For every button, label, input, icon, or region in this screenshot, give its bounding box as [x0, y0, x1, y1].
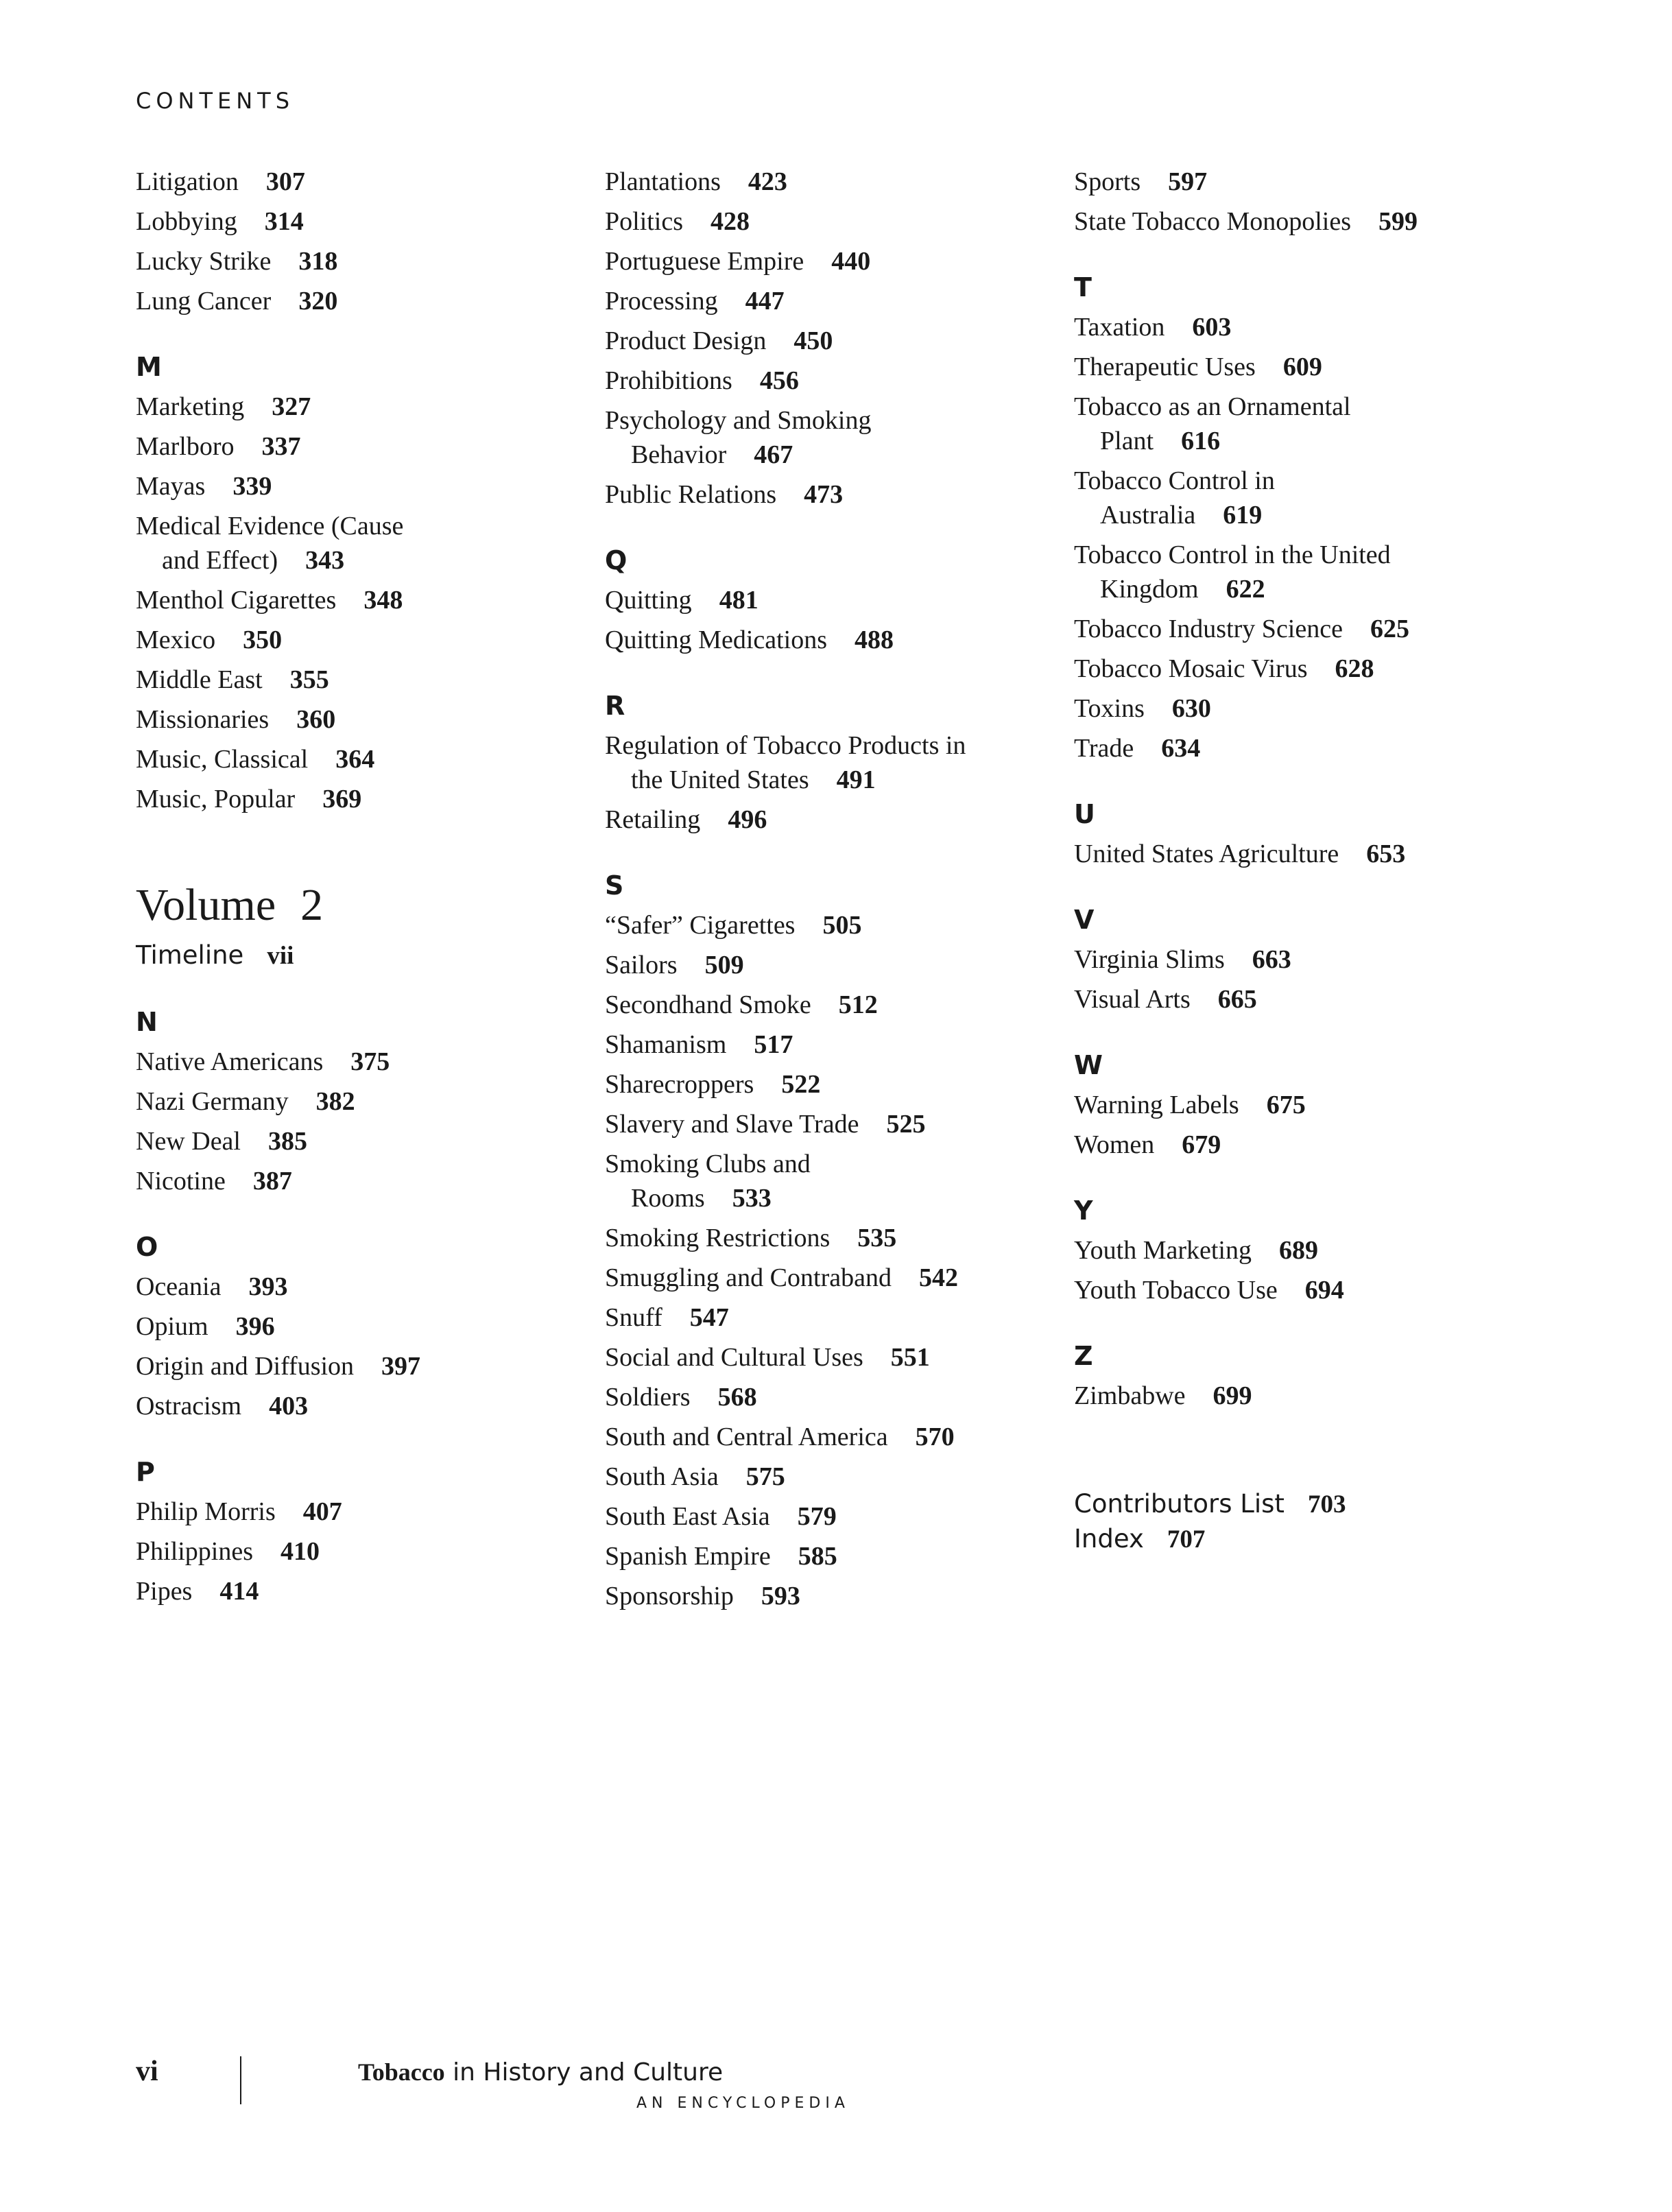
contents-entry — [136, 663, 575, 697]
entry-title: Nicotine — [136, 1167, 226, 1196]
volume-number: 2 — [300, 880, 324, 930]
entries-q — [605, 583, 1044, 657]
contents-entry — [136, 429, 575, 464]
entry-title: Philip Morris — [136, 1497, 276, 1526]
contents-entry — [1074, 612, 1513, 646]
contents-entry — [605, 165, 1044, 199]
entry-title: Index — [1074, 1524, 1144, 1554]
entry-title-line-2: Australia — [1100, 501, 1196, 530]
entry-title: Marlboro — [136, 432, 235, 461]
entry-page-number: 327 — [272, 392, 311, 421]
contents-entry — [1074, 1233, 1513, 1268]
entry-page-number: 619 — [1223, 501, 1263, 530]
entry-title: State Tobacco Monopolies — [1074, 207, 1352, 236]
entry-page-number: 314 — [264, 207, 304, 236]
entry-page-number: 512 — [838, 990, 878, 1019]
contents-entry — [605, 1221, 1044, 1255]
contents-entry — [605, 908, 1044, 942]
entry-title: Retailing — [605, 805, 701, 834]
contents-entry — [1074, 942, 1513, 977]
entry-page-number: 679 — [1182, 1130, 1221, 1159]
contents-entry — [605, 1067, 1044, 1102]
entry-page-number: 694 — [1304, 1276, 1344, 1305]
entry-title-continued — [605, 438, 1044, 472]
entry-page-number: 707 — [1167, 1525, 1206, 1554]
section-letter-m: M — [136, 352, 162, 382]
section-letter-v: V — [1074, 905, 1095, 935]
section-letter-w: W — [1074, 1050, 1103, 1080]
contents-entry — [605, 284, 1044, 318]
entry-title-line-2: Plant — [1100, 427, 1154, 455]
entry-page-number: 533 — [732, 1184, 772, 1213]
entry-title: United States Agriculture — [1074, 840, 1339, 868]
entry-title: Music, Classical — [136, 745, 309, 774]
entry-title: Social and Cultural Uses — [605, 1343, 863, 1372]
section-letter-t: T — [1074, 272, 1092, 302]
entry-title: Pipes — [136, 1577, 193, 1606]
entry-page-number: 496 — [728, 805, 767, 834]
contents-entry — [136, 583, 575, 617]
volume-heading — [136, 878, 575, 933]
entry-page-number: 547 — [689, 1303, 729, 1332]
entry-page-number: 467 — [754, 440, 793, 469]
entry-title-continued — [1074, 424, 1513, 458]
contents-entry — [136, 623, 575, 657]
entry-title: Origin and Diffusion — [136, 1352, 355, 1381]
contents-entry — [605, 728, 1044, 797]
contents-entry — [136, 165, 575, 199]
entry-title-line-2: Rooms — [631, 1184, 705, 1213]
entry-title: Marketing — [136, 392, 245, 421]
entry-title: Tobacco Control in the United — [1074, 540, 1391, 569]
contents-entry — [605, 623, 1044, 657]
entry-title: Spanish Empire — [605, 1542, 771, 1571]
entry-page-number: 403 — [269, 1392, 309, 1420]
entry-page-number: 585 — [798, 1542, 837, 1571]
entry-page-number: 593 — [761, 1582, 800, 1610]
section-letter-q: Q — [605, 545, 628, 575]
entry-title: Regulation of Tobacco Products in — [605, 731, 966, 760]
entry-title: Lucky Strike — [136, 247, 272, 276]
entry-title-continued — [1074, 498, 1513, 532]
entry-page-number: 343 — [305, 546, 345, 575]
contents-entry — [605, 1261, 1044, 1295]
contents-entry — [605, 802, 1044, 837]
entry-title: Lung Cancer — [136, 287, 272, 316]
contents-entry — [136, 1309, 575, 1344]
contents-entry — [136, 1389, 575, 1423]
contents-entry — [605, 244, 1044, 278]
entry-page-number: 360 — [296, 705, 336, 734]
entry-page-number: 375 — [350, 1047, 390, 1076]
entries-v — [1074, 942, 1513, 1016]
entry-page-number: 450 — [793, 326, 833, 355]
entry-page-number: 699 — [1213, 1381, 1252, 1410]
section-letter-p: P — [136, 1457, 155, 1487]
contents-entry — [1074, 731, 1513, 765]
contents-entry — [1074, 390, 1513, 458]
contents-entry — [1074, 1088, 1513, 1122]
entry-page-number: 630 — [1171, 694, 1211, 723]
entry-title: Slavery and Slave Trade — [605, 1110, 859, 1139]
entry-title: Mayas — [136, 472, 206, 501]
entries-s-cont — [1074, 165, 1513, 239]
entry-title-line-2: and Effect) — [162, 546, 278, 575]
entry-page-number: 364 — [335, 745, 375, 774]
entry-page-number: 307 — [265, 167, 305, 196]
entry-page-number: 579 — [797, 1502, 837, 1531]
entry-page-number: 385 — [267, 1127, 307, 1156]
entry-page-number: 535 — [857, 1224, 897, 1252]
contents-entry — [1074, 165, 1513, 199]
contents-entry — [136, 1084, 575, 1119]
entry-title: Psychology and Smoking — [605, 406, 872, 435]
entry-title-continued — [136, 543, 575, 578]
entry-title: Portuguese Empire — [605, 247, 804, 276]
entry-title: Sailors — [605, 951, 678, 979]
entry-title: Secondhand Smoke — [605, 990, 811, 1019]
entries-w — [1074, 1088, 1513, 1162]
entries-m — [136, 390, 575, 816]
entry-title: Mexico — [136, 626, 216, 654]
timeline-entry — [136, 938, 575, 973]
entry-title: Tobacco as an Ornamental — [1074, 392, 1351, 421]
contents-entry — [1074, 1273, 1513, 1307]
entry-title: Trade — [1074, 734, 1134, 763]
contents-entry — [136, 1349, 575, 1383]
contents-entry — [136, 1045, 575, 1079]
contents-entry — [136, 1164, 575, 1198]
contents-entry — [136, 390, 575, 424]
contents-entry — [605, 1027, 1044, 1062]
contents-column-3 — [1074, 165, 1513, 1557]
entry-page-number: 369 — [322, 785, 362, 813]
entry-title: Opium — [136, 1312, 208, 1341]
entry-title: Shamanism — [605, 1030, 727, 1059]
entry-page-number: 414 — [219, 1577, 259, 1606]
contents-entry — [1074, 652, 1513, 686]
entries-t — [1074, 310, 1513, 765]
entry-page-number: 447 — [745, 287, 785, 316]
entry-title: Warning Labels — [1074, 1091, 1239, 1119]
entry-title: Medical Evidence (Cause — [136, 512, 404, 540]
entry-page-number: 473 — [804, 480, 844, 509]
entry-title: Toxins — [1074, 694, 1145, 723]
contents-entry — [605, 948, 1044, 982]
contents-entry — [1074, 538, 1513, 606]
entry-title: Lobbying — [136, 207, 237, 236]
entry-page-number: 397 — [381, 1352, 421, 1381]
entry-title: Sports — [1074, 167, 1141, 196]
section-letter-n: N — [136, 1007, 158, 1037]
entry-page-number: 570 — [915, 1423, 955, 1451]
book-subtitle: AN ENCYCLOPEDIA — [636, 2095, 850, 2112]
entry-page-number: 522 — [781, 1070, 821, 1099]
entry-title: Quitting — [605, 586, 692, 615]
entry-page-number: 387 — [252, 1167, 292, 1196]
entries-p — [136, 1495, 575, 1608]
entry-page-number: 320 — [298, 287, 338, 316]
entry-title: Public Relations — [605, 480, 777, 509]
contents-entry — [605, 1460, 1044, 1494]
entry-page-number: 517 — [754, 1030, 793, 1059]
entry-title: Sponsorship — [605, 1582, 734, 1610]
backmatter-entry — [1074, 1522, 1513, 1557]
section-letter-o: O — [136, 1232, 158, 1262]
section-letter-y: Y — [1074, 1196, 1093, 1226]
contents-entry — [136, 1534, 575, 1569]
contents-entry — [605, 1340, 1044, 1375]
contents-entry — [136, 742, 575, 776]
entry-page-number: 575 — [745, 1462, 785, 1491]
entry-page-number: 551 — [890, 1343, 930, 1372]
entry-page-number: 609 — [1282, 353, 1322, 381]
entry-title: Soldiers — [605, 1383, 691, 1412]
entry-page-number: 337 — [261, 432, 301, 461]
entry-title: Menthol Cigarettes — [136, 586, 337, 615]
entry-page-number: 525 — [886, 1110, 926, 1139]
entry-title-line-2: Behavior — [631, 440, 727, 469]
entry-page-number: 488 — [855, 626, 894, 654]
contents-entry — [136, 1124, 575, 1158]
entry-page-number: 542 — [918, 1263, 958, 1292]
section-letter-s: S — [605, 870, 624, 901]
entries-z — [1074, 1379, 1513, 1413]
book-title-brand: Tobacco — [358, 2058, 445, 2086]
entries-r — [605, 728, 1044, 837]
entry-page-number: 603 — [1192, 313, 1232, 342]
entries-p-cont — [605, 165, 1044, 512]
entry-title: Missionaries — [136, 705, 270, 734]
entry-page-number: 423 — [748, 167, 787, 196]
entry-title: Youth Marketing — [1074, 1236, 1252, 1265]
volume-word: Volume — [136, 880, 276, 930]
entry-title-continued — [605, 763, 1044, 797]
entry-title: Nazi Germany — [136, 1087, 289, 1116]
contents-entry — [1074, 1128, 1513, 1162]
footer-divider — [240, 2056, 241, 2104]
entry-title-continued — [1074, 572, 1513, 606]
entry-title: Music, Popular — [136, 785, 296, 813]
entry-title: Snuff — [605, 1303, 662, 1332]
entry-page-number: 382 — [315, 1087, 355, 1116]
contents-entry — [1074, 204, 1513, 239]
contents-entry — [1074, 982, 1513, 1016]
contents-entry — [605, 364, 1044, 398]
entry-page-number: 410 — [280, 1537, 320, 1566]
entry-page-number: 703 — [1307, 1490, 1346, 1519]
entry-title-line-2: the United States — [631, 765, 809, 794]
contents-entry — [136, 1270, 575, 1304]
backmatter-entries — [1074, 1487, 1513, 1557]
entry-title: Tobacco Control in — [1074, 466, 1275, 495]
contents-entry — [605, 1300, 1044, 1335]
contents-entry — [605, 1579, 1044, 1613]
contents-entry — [605, 583, 1044, 617]
entry-page-number: 675 — [1266, 1091, 1306, 1119]
contents-entry — [136, 244, 575, 278]
entry-page-number: 634 — [1161, 734, 1201, 763]
entry-title: Oceania — [136, 1272, 222, 1301]
entry-title: South and Central America — [605, 1423, 888, 1451]
contents-entry — [136, 1495, 575, 1529]
entry-title: “Safer” Cigarettes — [605, 911, 796, 940]
contents-entry — [605, 324, 1044, 358]
contents-entry — [1074, 1379, 1513, 1413]
entry-page-number: 355 — [289, 665, 329, 694]
contents-entry — [1074, 464, 1513, 532]
contents-entry — [136, 204, 575, 239]
contents-entry — [605, 1380, 1044, 1414]
entry-page-number: 407 — [302, 1497, 342, 1526]
entry-page-number: 597 — [1168, 167, 1208, 196]
entry-page-number: 456 — [759, 366, 799, 395]
entry-title: Visual Arts — [1074, 985, 1191, 1014]
contents-entry — [605, 204, 1044, 239]
entry-page-number: 509 — [704, 951, 744, 979]
entry-page-number: 481 — [719, 586, 759, 615]
entry-page-number: 350 — [243, 626, 283, 654]
entry-title: Politics — [605, 207, 684, 236]
contents-entry — [605, 403, 1044, 472]
entry-page-number: 428 — [710, 207, 750, 236]
entry-page-number: 491 — [836, 765, 876, 794]
entry-title: Smuggling and Contraband — [605, 1263, 892, 1292]
book-title — [358, 2058, 723, 2086]
entry-title: Contributors List — [1074, 1489, 1285, 1519]
entry-title: Processing — [605, 287, 718, 316]
entry-page-number: 339 — [232, 472, 272, 501]
entry-title: Women — [1074, 1130, 1155, 1159]
entry-title-line-2: Kingdom — [1100, 575, 1199, 604]
entry-page-number: 599 — [1378, 207, 1418, 236]
entry-title: Tobacco Mosaic Virus — [1074, 654, 1308, 683]
running-header: CONTENTS — [136, 88, 295, 114]
entry-page-number: 505 — [822, 911, 862, 940]
entry-page-number: 393 — [248, 1272, 288, 1301]
entries-s — [605, 908, 1044, 1613]
contents-entry — [136, 1574, 575, 1608]
entry-title: Therapeutic Uses — [1074, 353, 1256, 381]
entry-title: Zimbabwe — [1074, 1381, 1186, 1410]
entry-title: South Asia — [605, 1462, 719, 1491]
entry-title: Native Americans — [136, 1047, 324, 1076]
entry-page-number: 628 — [1335, 654, 1374, 683]
contents-column-2 — [605, 165, 1044, 1619]
entry-page-number: 318 — [298, 247, 338, 276]
entry-title: Philippines — [136, 1537, 254, 1566]
section-letter-u: U — [1074, 799, 1095, 829]
entry-title: Plantations — [605, 167, 721, 196]
section-letter-z: Z — [1074, 1341, 1093, 1371]
contents-entry — [605, 988, 1044, 1022]
entry-title-continued — [605, 1181, 1044, 1215]
entry-title: Middle East — [136, 665, 263, 694]
entry-page-number: 622 — [1226, 575, 1265, 604]
entry-page-number: 396 — [235, 1312, 275, 1341]
entry-page-number: 568 — [717, 1383, 757, 1412]
entry-title: Smoking Restrictions — [605, 1224, 831, 1252]
timeline-page: vii — [267, 942, 294, 970]
contents-entry — [136, 469, 575, 503]
section-letter-r: R — [605, 691, 625, 721]
entry-page-number: 653 — [1366, 840, 1406, 868]
book-title-rest: in History and Culture — [444, 2058, 724, 2086]
entry-title: Sharecroppers — [605, 1070, 754, 1099]
entry-page-number: 440 — [831, 247, 871, 276]
entry-title: Quitting Medications — [605, 626, 828, 654]
contents-entry — [605, 1147, 1044, 1215]
entry-title: Virginia Slims — [1074, 945, 1225, 974]
entry-title: Taxation — [1074, 313, 1165, 342]
entry-title: South East Asia — [605, 1502, 770, 1531]
entry-page-number: 625 — [1370, 615, 1409, 643]
entry-page-number: 348 — [363, 586, 403, 615]
contents-entry — [605, 1539, 1044, 1573]
entry-title: Prohibitions — [605, 366, 732, 395]
entry-page-number: 663 — [1252, 945, 1291, 974]
entry-page-number: 616 — [1181, 427, 1221, 455]
contents-entry — [605, 1107, 1044, 1141]
timeline-title: Timeline — [136, 940, 244, 970]
entries-o — [136, 1270, 575, 1423]
entry-title: Litigation — [136, 167, 239, 196]
entries-l — [136, 165, 575, 318]
contents-entry — [605, 1420, 1044, 1454]
entry-title: Product Design — [605, 326, 767, 355]
contents-entry — [136, 284, 575, 318]
entries-n — [136, 1045, 575, 1198]
entry-title: Ostracism — [136, 1392, 242, 1420]
contents-entry — [1074, 350, 1513, 384]
contents-entry — [136, 702, 575, 737]
contents-entry — [1074, 691, 1513, 726]
entry-page-number: 665 — [1217, 985, 1257, 1014]
entry-title: Youth Tobacco Use — [1074, 1276, 1278, 1305]
entry-title: Smoking Clubs and — [605, 1150, 811, 1178]
contents-entry — [605, 1499, 1044, 1534]
contents-entry — [136, 509, 575, 578]
entry-title: New Deal — [136, 1127, 241, 1156]
entry-page-number: 689 — [1279, 1236, 1318, 1265]
entries-u — [1074, 837, 1513, 871]
backmatter-entry — [1074, 1487, 1513, 1522]
entry-title: Tobacco Industry Science — [1074, 615, 1343, 643]
contents-entry — [605, 477, 1044, 512]
page-number: vi — [136, 2056, 158, 2087]
contents-column-1 — [136, 165, 575, 1614]
entries-y — [1074, 1233, 1513, 1307]
contents-entry — [136, 782, 575, 816]
contents-entry — [1074, 837, 1513, 871]
contents-entry — [1074, 310, 1513, 344]
